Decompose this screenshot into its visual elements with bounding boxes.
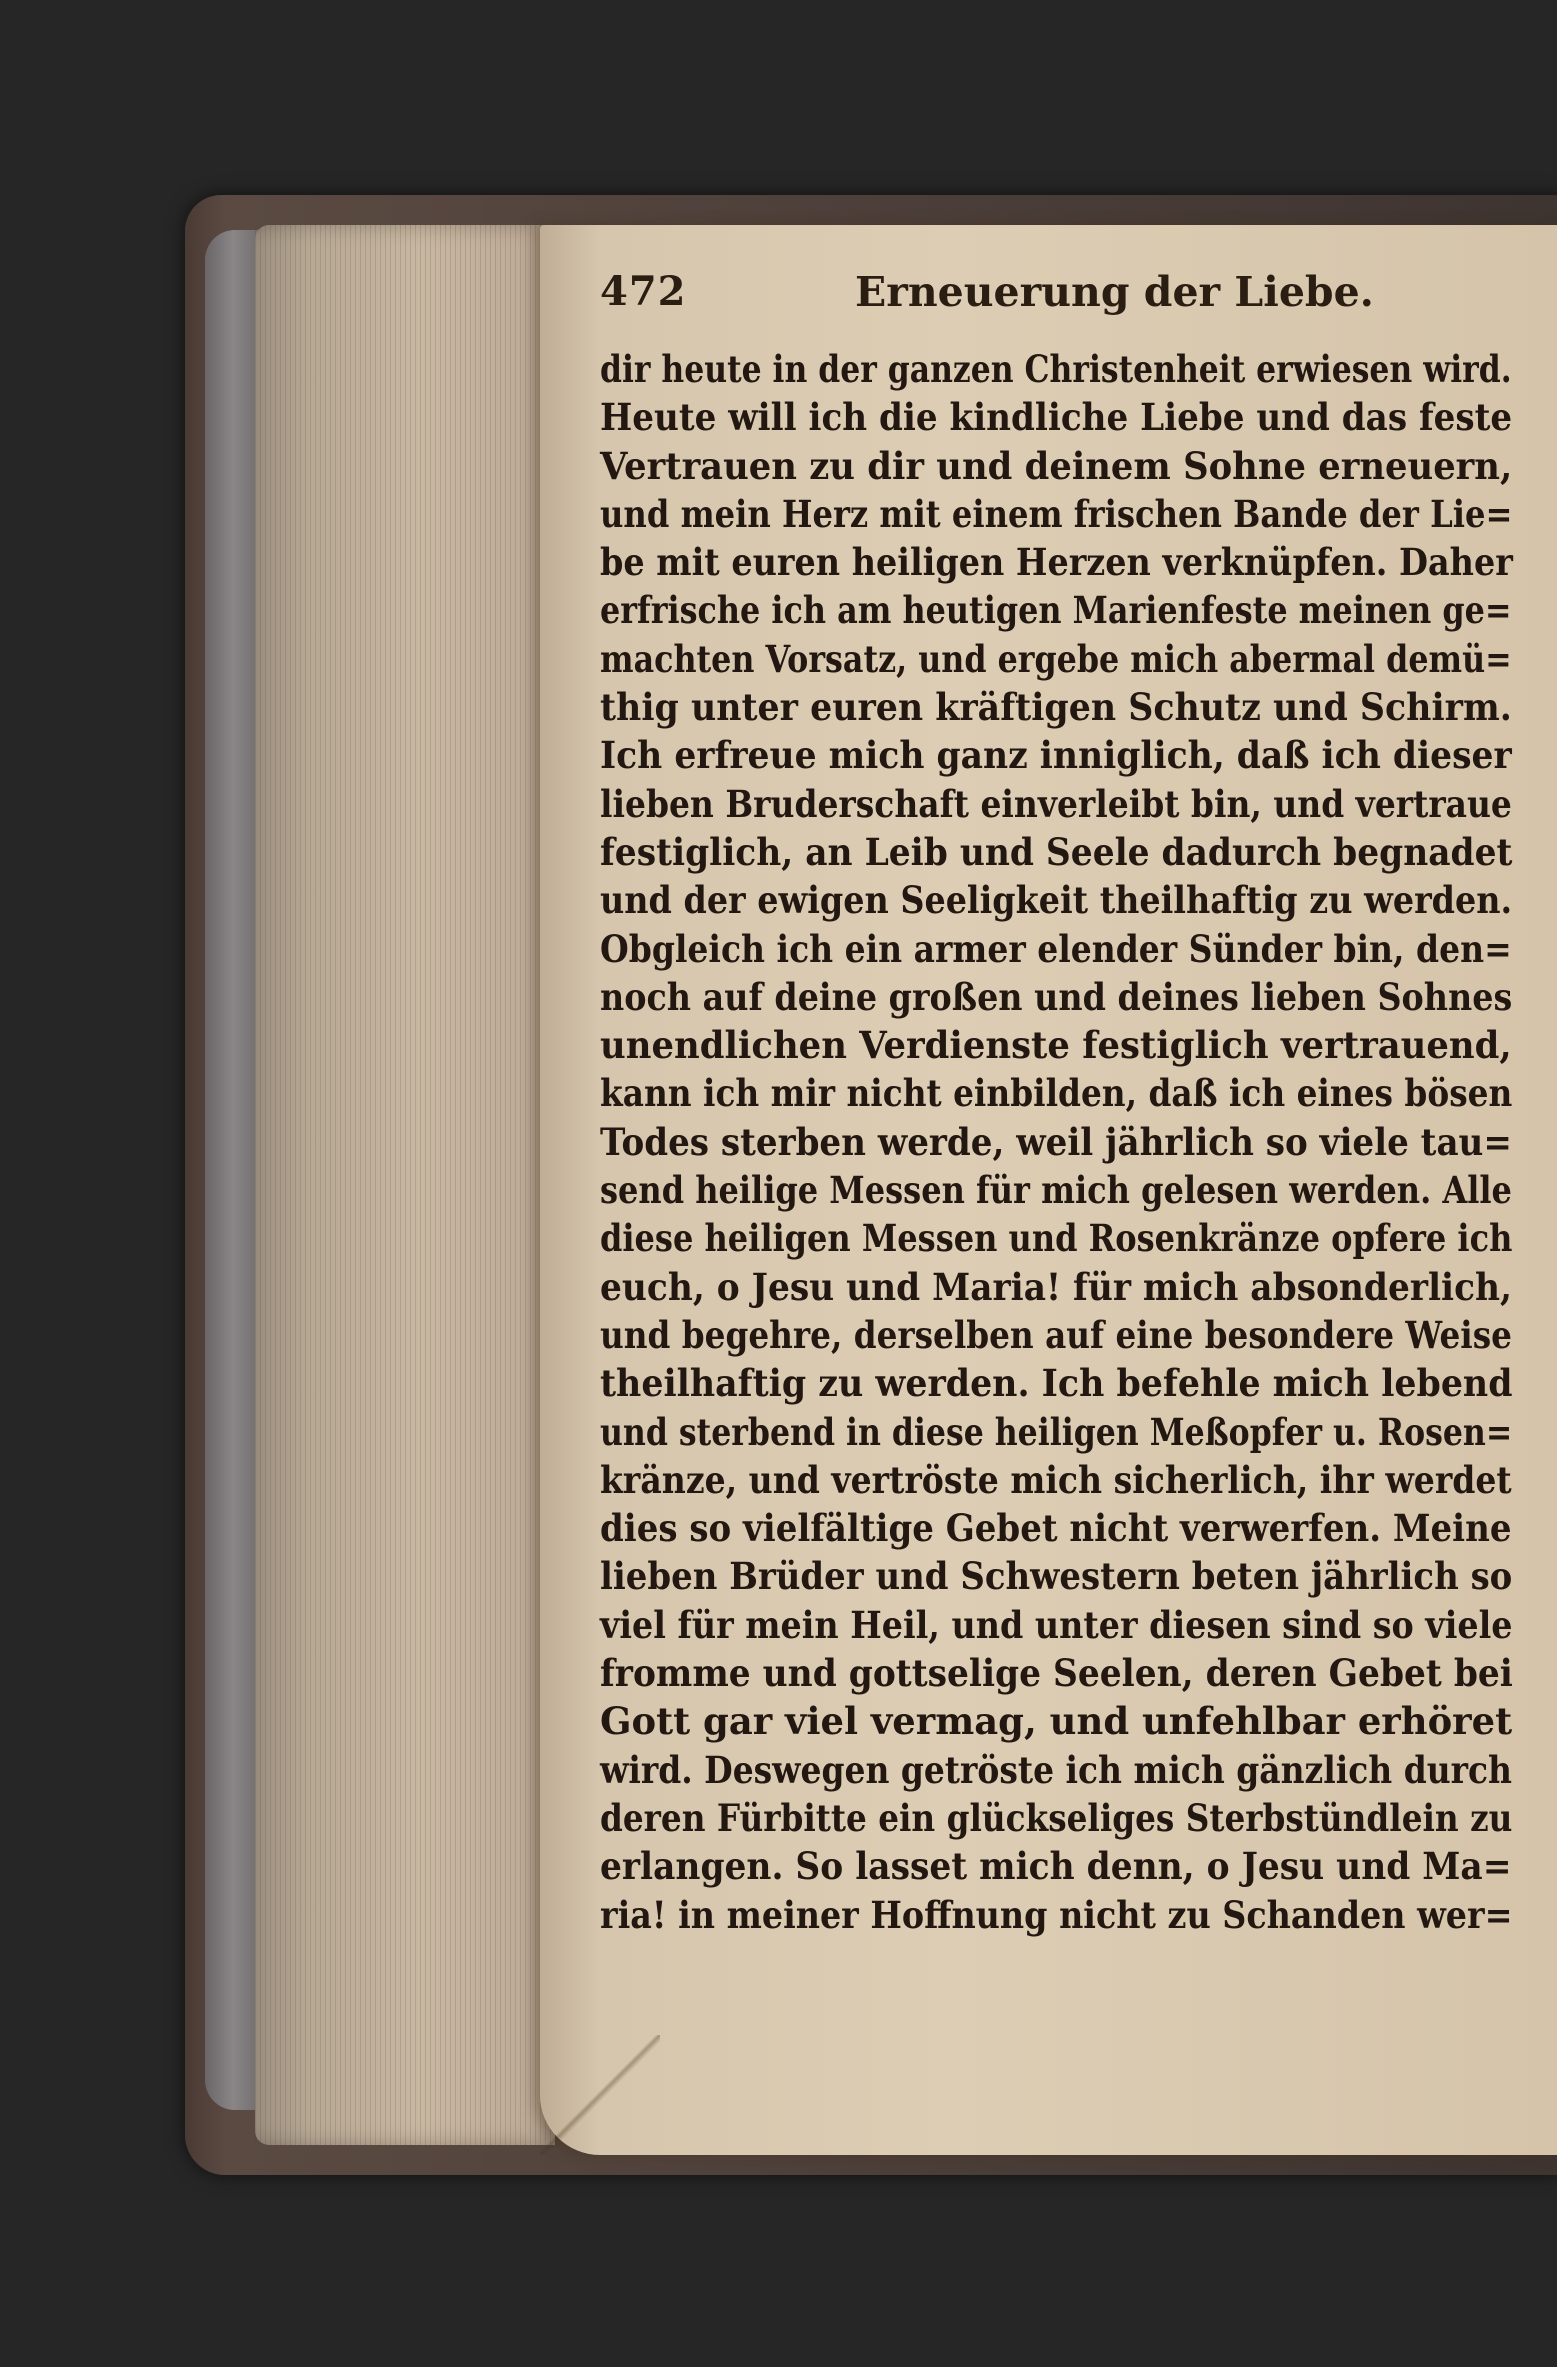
text-line: kränze, und vertröste mich sicherlich, ihr werdet — [600, 1457, 1512, 1502]
text-line: erlangen. So lasset mich denn, o Jesu und Ma= — [600, 1844, 1512, 1889]
text-line: erfrische ich am heutigen Marienfeste meinen ge= — [600, 588, 1512, 633]
page-header — [600, 268, 1520, 328]
text-line: und der ewigen Seeligkeit theilhaftig zu werden. — [600, 878, 1513, 923]
text-line: und mein Herz mit einem frischen Bande der Lie= — [600, 491, 1513, 536]
text-line: dies so vielfältige Gebet nicht verwerfen. Meine — [600, 1506, 1512, 1551]
text-line: wird. Deswegen getröste ich mich gänzlich durch — [600, 1747, 1512, 1792]
text-line: fromme und gottselige Seelen, deren Gebet bei — [600, 1651, 1513, 1696]
text-line: und sterbend in diese heiligen Meßopfer u. Rosen= — [600, 1409, 1513, 1454]
text-line: send heilige Messen für mich gelesen werden. Alle — [600, 1168, 1512, 1213]
text-line: dir heute in der ganzen Christenheit erwiesen wird. — [600, 347, 1512, 391]
text-line: viel für mein Heil, und unter diesen sind so viele — [600, 1602, 1513, 1647]
text-line: und begehre, derselben auf eine besondere Weise — [600, 1312, 1512, 1357]
text-line: be mit euren heiligen Herzen verknüpfen. Daher — [600, 540, 1513, 585]
page-number: 472 — [600, 268, 687, 315]
text-line: ria! in meiner Hoffnung nicht zu Schanden wer= — [600, 1892, 1513, 1937]
text-line: Heute will ich die kindliche Liebe und das feste — [600, 395, 1513, 440]
text-line: kann ich mir nicht einbilden, daß ich eines bösen — [600, 1071, 1513, 1116]
text-line: Gott gar viel vermag, und unfehlbar erhöret — [600, 1699, 1513, 1744]
text-line: noch auf deine großen und deines lieben Sohnes — [600, 974, 1513, 1019]
body-text — [600, 345, 1512, 1939]
text-line: euch, o Jesu und Maria! für mich absonderlich, — [600, 1264, 1512, 1309]
text-line: deren Fürbitte ein glückseliges Sterbstündlein zu — [600, 1795, 1513, 1840]
text-line: diese heiligen Messen und Rosenkränze opfere ich — [600, 1216, 1513, 1261]
text-line: lieben Brüder und Schwestern beten jährlich so — [600, 1554, 1513, 1599]
text-line: Vertrauen zu dir und deinem Sohne erneuern, — [600, 443, 1513, 488]
page-block-edges — [255, 225, 555, 2145]
text-line: festiglich, an Leib und Seele dadurch begnadet — [600, 829, 1513, 874]
text-line: unendlichen Verdienste festiglich vertrauend, — [600, 1023, 1512, 1068]
text-line: machten Vorsatz, und ergebe mich abermal demü= — [600, 636, 1512, 681]
text-line: Todes sterben werde, weil jährlich so viele tau= — [600, 1119, 1512, 1164]
text-line: theilhaftig zu werden. Ich befehle mich lebend — [600, 1361, 1513, 1406]
text-line: thig unter euren kräftigen Schutz und Schirm. — [600, 685, 1512, 730]
text-line: Obgleich ich ein armer elender Sünder bin, den= — [600, 926, 1512, 971]
text-line: Ich erfreue mich ganz inniglich, daß ich dieser — [600, 733, 1512, 778]
text-line: lieben Bruderschaft einverleibt bin, und vertraue — [600, 781, 1512, 826]
running-title: Erneuerung der Liebe. — [855, 268, 1374, 316]
